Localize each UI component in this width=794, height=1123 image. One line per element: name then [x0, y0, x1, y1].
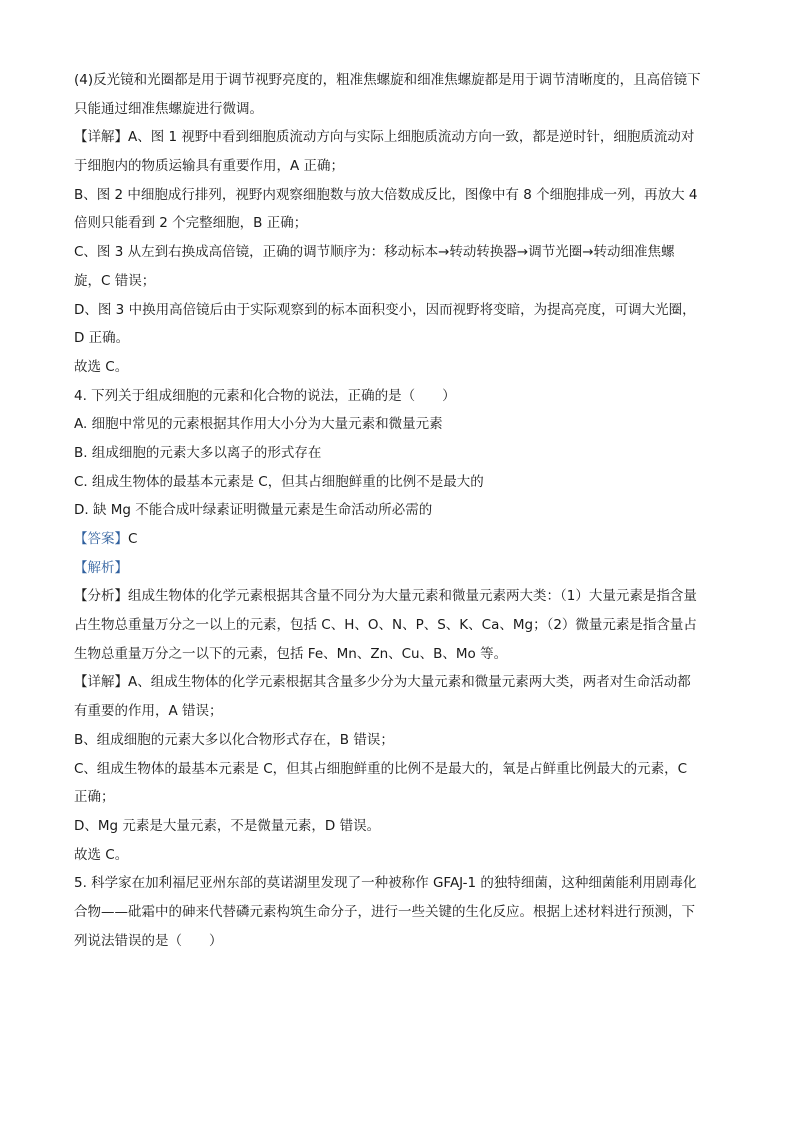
question-4-analysis-heading	[74, 554, 724, 583]
q4-detail-a-line-1	[74, 668, 724, 697]
analysis-tag: 【解析】	[74, 559, 128, 576]
question-4-option-c: C. 组成生物体的最基本元素是 C，但其占细胞鲜重的比例不是最大的	[74, 473, 484, 490]
question-4-stem: 4. 下列关于组成细胞的元素和化合物的说法，正确的是（ ）	[74, 387, 456, 404]
q4-detail-d: D、Mg 元素是大量元素，不是微量元素，D 错误。	[74, 817, 381, 834]
q3-detail-a-text: A、图 1 视野中看到细胞质流动方向与实际上细胞质流动方向一致，都是逆时针，细胞质流动对	[128, 129, 695, 146]
question-5-stem-line-1: 5. 科学家在加利福尼亚州东部的莫诺湖里发现了一种被称作 GFAJ-1 的独特细菌，这种细菌能利用剧毒化	[74, 875, 697, 892]
question-5-stem-line-2: 合物——砒霜中的砷来代替磷元素构筑生命分子，进行一些关键的生化反应。根据上述材料进行预测，下	[74, 903, 695, 920]
answer-tag: 【答案】	[74, 531, 128, 547]
q4-detail-c-line-2: 正确；	[74, 789, 115, 806]
document-page	[74, 66, 724, 955]
q3-detail-b-line-2: 倍则只能看到 2 个完整细胞，B 正确；	[74, 215, 308, 232]
q4-analysis-line-2: 占生物总重量万分之一以上的元素，包括 C、H、O、N、P、S、K、Ca、Mg；（2）微量元素是指含量占	[74, 617, 697, 634]
detail-tag: 【详解】	[74, 129, 128, 146]
q3-detail-a-line-1	[74, 123, 724, 152]
q3-detail-b-line-1: B、图 2 中细胞成行排列，视野内观察细胞数与放大倍数成反比，图像中有 8 个细胞排成一列，再放大 4	[74, 186, 698, 203]
answer-value: C	[128, 531, 138, 547]
question-4-option-b: B. 组成细胞的元素大多以离子的形式存在	[74, 444, 322, 461]
detail-tag: 【详解】	[74, 674, 128, 691]
q4-analysis-line-3: 生物总重量万分之一以下的元素，包括 Fe、Mn、Zn、Cu、B、Mo 等。	[74, 645, 508, 662]
q3-detail-d-line-2: D 正确。	[74, 330, 130, 347]
q4-analysis-line-1	[74, 582, 724, 611]
q4-conclusion: 故选 C。	[74, 846, 129, 863]
question-4-option-d: D. 缺 Mg 不能合成叶绿素证明微量元素是生命活动所必需的	[74, 502, 433, 519]
q4-detail-b: B、组成细胞的元素大多以化合物形式存在，B 错误；	[74, 731, 394, 748]
q3-detail-c-line-1: C、图 3 从左到右换成高倍镜，正确的调节顺序为：移动标本→转动转换器→调节光圈→转动细准焦螺	[74, 244, 675, 261]
note-4-line-1: (4)反光镜和光圈都是用于调节视野亮度的，粗准焦螺旋和细准焦螺旋都是用于调节清晰度的，且高倍镜下	[74, 72, 701, 88]
q3-conclusion: 故选 C。	[74, 358, 129, 375]
analysis-intro-tag: 【分析】	[74, 588, 128, 605]
question-4-answer	[74, 525, 724, 554]
q4-analysis-text-1: 组成生物体的化学元素根据其含量不同分为大量元素和微量元素两大类：（1）大量元素是指含量	[128, 588, 697, 605]
q3-detail-c-line-2: 旋，C 错误；	[74, 272, 156, 289]
q3-detail-d-line-1: D、图 3 中换用高倍镜后由于实际观察到的标本面积变小，因而视野将变暗，为提高亮度，可调大光圈，	[74, 301, 696, 318]
question-4-option-a: A. 细胞中常见的元素根据其作用大小分为大量元素和微量元素	[74, 416, 443, 433]
q3-detail-a-line-2: 于细胞内的物质运输具有重要作用，A 正确；	[74, 158, 345, 175]
q4-detail-a-line-2: 有重要的作用，A 错误；	[74, 703, 223, 720]
question-5-stem-line-3: 列说法错误的是（ ）	[74, 932, 223, 949]
q4-detail-a-text: A、组成生物体的化学元素根据其含量多少分为大量元素和微量元素两大类，两者对生命活动都	[128, 674, 691, 691]
note-4-line-2: 只能通过细准焦螺旋进行微调。	[74, 100, 263, 117]
q4-detail-c-line-1: C、组成生物体的最基本元素是 C，但其占细胞鲜重的比例不是最大的，氧是占鲜重比例最大的元素，C	[74, 760, 688, 777]
